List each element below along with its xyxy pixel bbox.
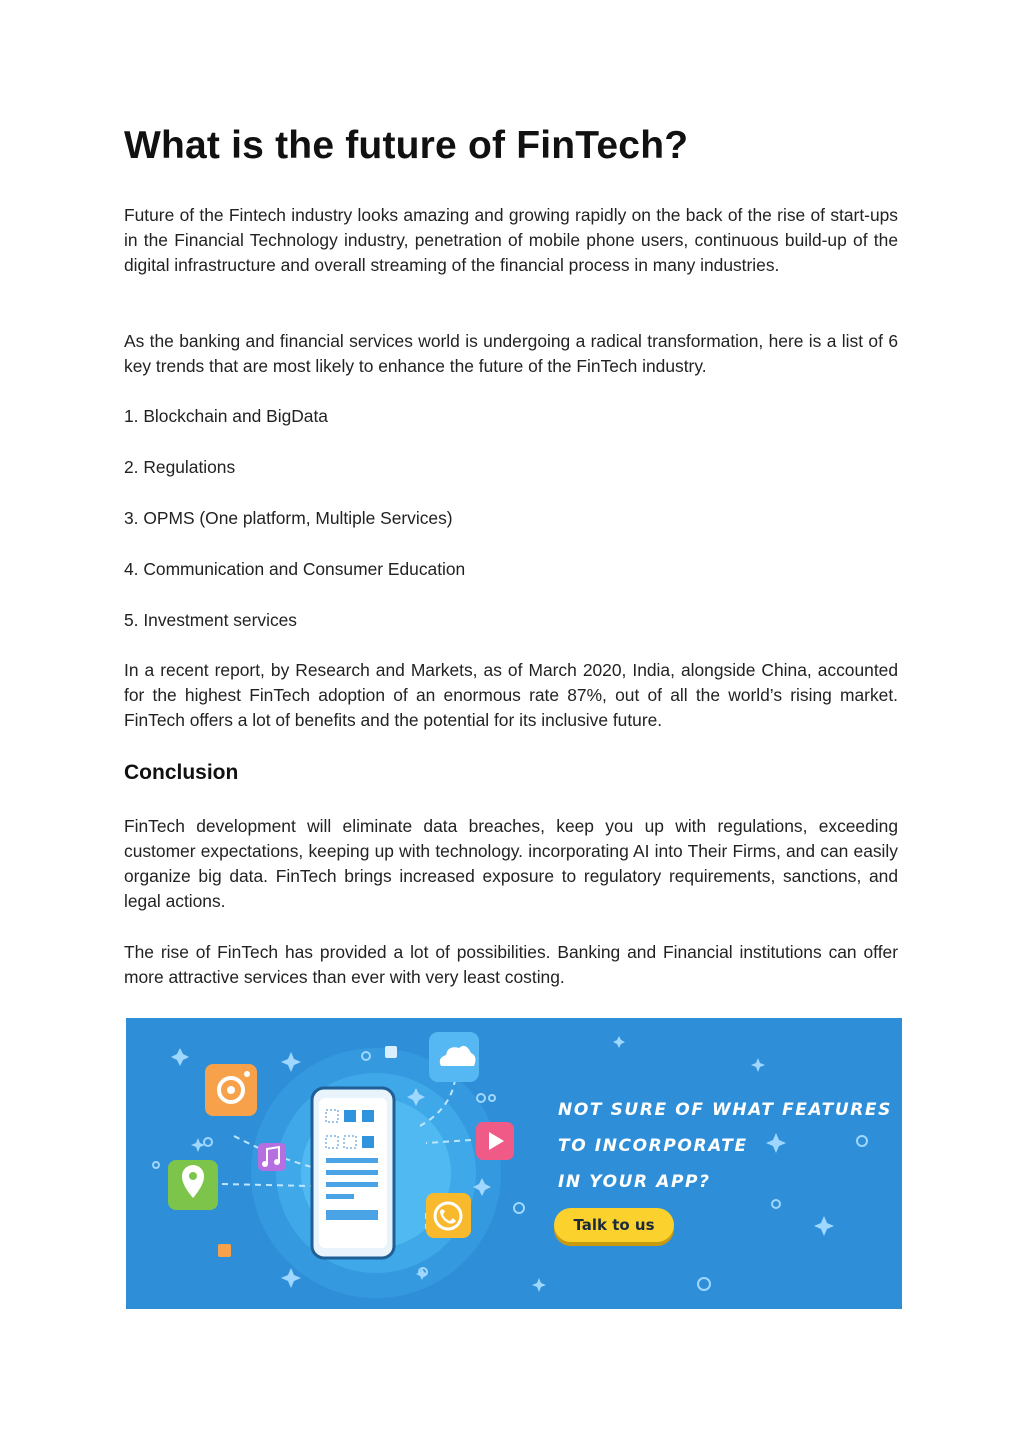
closing-paragraph: The rise of FinTech has provided a lot of possibilities. Banking and Financial institutions can offer more attractive services than ever with very least costing. [124,942,898,987]
page-title: What is the future of FinTech? [124,124,689,167]
conclusion-paragraph: FinTech development will eliminate data breaches, keep you up with regulations, exceeding customer expectations, keeping up with technology. incorporating AI into Their Firms, and can easily organize big data. FinTech brings increased exposure to regulatory requirements, sanctions, and legal actions. [124,816,898,911]
promo-banner[interactable] [126,1018,902,1309]
location-pin-icon [168,1160,218,1210]
banner-illustration [126,1018,902,1309]
phone-icon [426,1193,471,1238]
list-item: 3. OPMS (One platform, Multiple Services) [124,508,453,528]
music-icon [258,1143,286,1171]
list-item: 2. Regulations [124,457,236,477]
trends-intro-paragraph: As the banking and financial services world is undergoing a radical transformation, here is a list of 6 key trends that are most likely to enhance the future of the FinTech industry. [124,331,898,376]
phone-illustration [312,1088,394,1258]
cta-line: NOT SURE OF WHAT FEATURES [558,1100,892,1120]
report-paragraph: In a recent report, by Research and Markets, as of March 2020, India, alongside China, accounted for the highest FinTech adoption of an enormous rate 87%, out of all the world’s rising market. FinTech offers a lot of benefits and the potential for its inclusive future. [124,660,898,730]
intro-paragraph: Future of the Fintech industry looks amazing and growing rapidly on the back of the rise of start-ups in the Financial Technology industry, penetration of mobile phone users, continuous build-up of the digital infrastructure and overall streaming of the financial process in many industries. [124,205,898,275]
cloud-icon [429,1032,479,1082]
list-item: 5. Investment services [124,610,298,630]
play-icon [476,1122,514,1160]
decor-square [385,1046,397,1058]
decor-square [218,1244,231,1257]
cta-line: IN YOUR APP? [558,1172,711,1192]
list-item: 4. Communication and Consumer Education [124,559,466,579]
list-item: 1. Blockchain and BigData [124,406,328,426]
cta-line: TO INCORPORATE [558,1136,748,1156]
talk-to-us-button[interactable]: Talk to us [554,1208,674,1242]
conclusion-heading: Conclusion [124,761,239,784]
camera-icon [205,1064,257,1116]
